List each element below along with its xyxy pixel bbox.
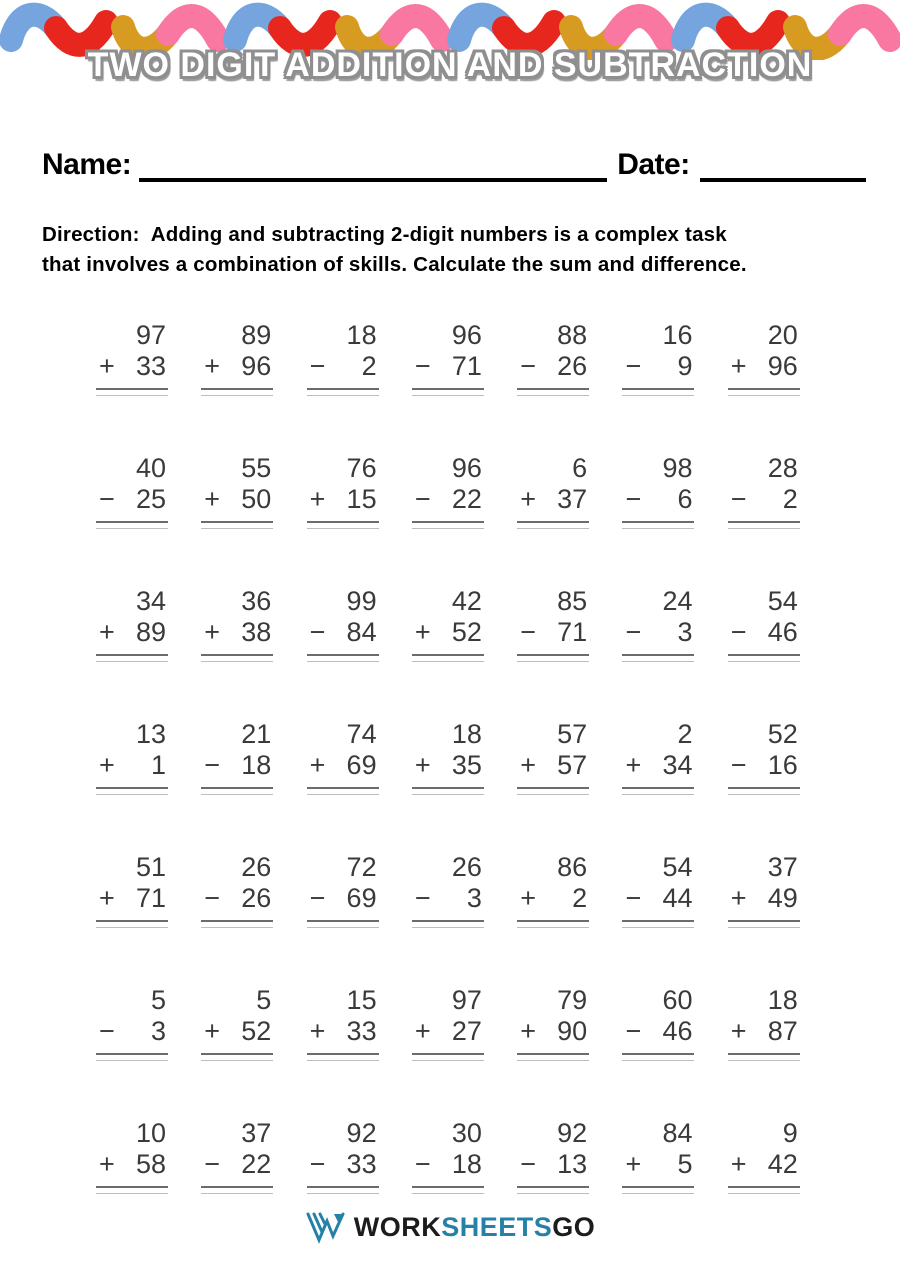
answer-line (201, 654, 273, 662)
problem-bottom-operand: 87 (767, 1016, 798, 1046)
problem-operator: + (99, 617, 115, 647)
problem-top-operand: 57 (557, 719, 588, 749)
wave-segment (728, 22, 778, 45)
problem-cell (307, 453, 379, 529)
problem-operator: − (309, 617, 326, 647)
answer-line (517, 920, 589, 928)
answer-line (412, 388, 484, 396)
problem-bottom-operand: 9 (677, 351, 693, 381)
answer-line (307, 1053, 379, 1061)
answer-line (622, 521, 694, 529)
problem-top-operand: 20 (767, 320, 798, 350)
problem-cell (307, 1118, 379, 1194)
problem-cell (622, 453, 694, 529)
problem-cell (412, 852, 484, 928)
problem-operator: + (204, 351, 221, 381)
answer-line (201, 920, 273, 928)
problem-bottom-operand: 3 (677, 617, 693, 647)
problem-operator: + (520, 883, 536, 913)
answer-line (307, 787, 379, 795)
problem-operator: + (414, 1016, 431, 1046)
answer-line (96, 654, 168, 662)
problem-top-operand: 36 (241, 586, 272, 616)
date-label: Date: (617, 148, 690, 181)
problem-top-operand: 2 (677, 719, 693, 749)
problem-cell (201, 453, 273, 529)
problem-operator: + (625, 750, 642, 780)
answer-line (517, 654, 589, 662)
problem-top-operand: 97 (135, 320, 166, 350)
footer-logo (0, 1210, 900, 1244)
problem-operator: + (204, 617, 221, 647)
problem-cell (622, 1118, 694, 1194)
problem-cell (307, 852, 379, 928)
logo-work: WORK (353, 1211, 442, 1242)
problem-cell (96, 852, 168, 928)
answer-line (517, 388, 589, 396)
problem-top-operand: 98 (662, 453, 693, 483)
problem-cell (201, 320, 273, 396)
problem-cell (412, 453, 484, 529)
problem-top-operand: 72 (346, 852, 377, 882)
problem-operator: + (730, 351, 747, 381)
problem-operator: + (204, 1016, 221, 1046)
problem-operator: + (204, 484, 221, 514)
answer-line (201, 521, 273, 529)
problem-operator: + (520, 1016, 536, 1046)
answer-line (307, 388, 379, 396)
problem-bottom-operand: 33 (346, 1016, 377, 1046)
problem-operator: − (414, 484, 431, 514)
problem-bottom-operand: 96 (767, 351, 798, 381)
answer-line (622, 1186, 694, 1194)
problem-top-operand: 84 (662, 1118, 693, 1148)
problem-cell (307, 586, 379, 662)
problem-cell (517, 320, 589, 396)
problem-top-operand: 55 (241, 453, 272, 483)
problem-bottom-operand: 16 (767, 750, 798, 780)
problem-top-operand: 51 (135, 852, 166, 882)
problem-cell (201, 1118, 273, 1194)
problem-bottom-operand: 42 (767, 1149, 798, 1179)
problem-top-operand: 88 (557, 320, 588, 350)
problem-bottom-operand: 34 (662, 750, 693, 780)
name-blank-line (139, 148, 607, 182)
answer-line (96, 1186, 168, 1194)
problem-operator: − (414, 1149, 431, 1179)
problem-operator: + (309, 484, 326, 514)
problem-operator: + (730, 1149, 747, 1179)
problem-top-operand: 9 (782, 1118, 798, 1148)
problem-bottom-operand: 1 (150, 750, 166, 780)
problem-top-operand: 37 (241, 1118, 272, 1148)
problem-operator: − (625, 1016, 642, 1046)
problem-top-operand: 37 (767, 852, 798, 882)
problem-cell (96, 1118, 168, 1194)
answer-line (96, 787, 168, 795)
problem-top-operand: 26 (241, 852, 272, 882)
problem-bottom-operand: 57 (557, 750, 588, 780)
problem-bottom-operand: 96 (241, 351, 272, 381)
problem-top-operand: 76 (346, 453, 377, 483)
problem-bottom-operand: 2 (361, 351, 377, 381)
problem-cell (412, 320, 484, 396)
problem-top-operand: 85 (557, 586, 588, 616)
problem-cell (728, 1118, 800, 1194)
problem-bottom-operand: 2 (572, 883, 588, 913)
problem-top-operand: 5 (150, 985, 166, 1015)
answer-line (96, 1053, 168, 1061)
problem-cell (622, 586, 694, 662)
problem-cell (728, 320, 800, 396)
name-date-row (42, 148, 876, 182)
problem-bottom-operand: 52 (451, 617, 482, 647)
answer-line (201, 388, 273, 396)
answer-line (728, 521, 800, 529)
problem-bottom-operand: 46 (662, 1016, 693, 1046)
problem-bottom-operand: 37 (557, 484, 588, 514)
problem-bottom-operand: 71 (451, 351, 482, 381)
problem-cell (517, 586, 589, 662)
answer-line (201, 1186, 273, 1194)
problem-top-operand: 52 (767, 719, 798, 749)
problem-operator: + (99, 750, 115, 780)
answer-line (517, 1053, 589, 1061)
answer-line (728, 787, 800, 795)
problem-cell (96, 320, 168, 396)
problem-cell (96, 985, 168, 1061)
problem-operator: + (520, 750, 536, 780)
problem-top-operand: 96 (451, 453, 482, 483)
problem-top-operand: 28 (767, 453, 798, 483)
problem-cell (728, 453, 800, 529)
problem-cell (622, 320, 694, 396)
answer-line (412, 521, 484, 529)
problem-cell (201, 985, 273, 1061)
problem-cell (307, 985, 379, 1061)
problem-operator: − (625, 484, 642, 514)
problem-operator: − (309, 1149, 326, 1179)
problem-operator: − (414, 883, 431, 913)
problem-operator: − (414, 351, 431, 381)
problem-bottom-operand: 22 (241, 1149, 272, 1179)
problem-cell (728, 719, 800, 795)
date-blank-line (700, 148, 866, 182)
problem-cell (201, 852, 273, 928)
problem-bottom-operand: 52 (241, 1016, 272, 1046)
answer-line (201, 787, 273, 795)
problem-operator: − (730, 484, 747, 514)
answer-line (307, 920, 379, 928)
problem-operator: − (625, 351, 642, 381)
problem-bottom-operand: 35 (451, 750, 482, 780)
problem-bottom-operand: 3 (150, 1016, 166, 1046)
problem-bottom-operand: 33 (346, 1149, 377, 1179)
problem-bottom-operand: 33 (135, 351, 166, 381)
problem-operator: + (730, 1016, 747, 1046)
problem-bottom-operand: 27 (451, 1016, 482, 1046)
problem-bottom-operand: 26 (557, 351, 588, 381)
problems-grid (96, 320, 833, 1194)
problem-cell (517, 453, 589, 529)
problem-operator: − (520, 1149, 536, 1179)
problem-operator: − (99, 1016, 115, 1046)
problem-operator: − (625, 883, 642, 913)
logo-go: GO (552, 1211, 596, 1242)
problem-top-operand: 99 (346, 586, 377, 616)
problem-cell (728, 985, 800, 1061)
problem-cell (96, 453, 168, 529)
problem-cell (412, 586, 484, 662)
wave-segment (616, 16, 666, 40)
problem-top-operand: 26 (451, 852, 482, 882)
wave-segment (392, 16, 442, 40)
problem-bottom-operand: 6 (677, 484, 693, 514)
wave-segment (504, 22, 554, 45)
problem-bottom-operand: 71 (557, 617, 588, 647)
direction-line-1: Direction: Adding and subtracting 2-digit numbers is a complex task (42, 223, 727, 246)
problem-bottom-operand: 18 (241, 750, 272, 780)
problem-top-operand: 5 (256, 985, 272, 1015)
problem-operator: − (730, 617, 747, 647)
problem-cell (412, 719, 484, 795)
problem-operator: + (99, 1149, 115, 1179)
problem-bottom-operand: 71 (135, 883, 166, 913)
problem-cell (517, 719, 589, 795)
problem-bottom-operand: 22 (451, 484, 482, 514)
problem-operator: − (520, 617, 536, 647)
problem-top-operand: 79 (557, 985, 588, 1015)
problem-cell (517, 985, 589, 1061)
problem-cell (517, 852, 589, 928)
problem-cell (201, 719, 273, 795)
problem-bottom-operand: 69 (346, 883, 377, 913)
problem-cell (728, 586, 800, 662)
answer-line (96, 388, 168, 396)
answer-line (622, 654, 694, 662)
answer-line (622, 787, 694, 795)
answer-line (201, 1053, 273, 1061)
problem-operator: + (414, 750, 431, 780)
direction-text (42, 220, 747, 280)
problem-bottom-operand: 49 (767, 883, 798, 913)
problem-operator: + (99, 351, 115, 381)
problem-top-operand: 92 (557, 1118, 588, 1148)
problem-cell (517, 1118, 589, 1194)
problem-top-operand: 16 (662, 320, 693, 350)
problem-bottom-operand: 3 (466, 883, 482, 913)
answer-line (622, 920, 694, 928)
name-label: Name: (42, 148, 132, 181)
problem-top-operand: 18 (346, 320, 377, 350)
problem-bottom-operand: 13 (557, 1149, 588, 1179)
problem-bottom-operand: 5 (677, 1149, 693, 1179)
problem-bottom-operand: 50 (241, 484, 272, 514)
problem-cell (728, 852, 800, 928)
problem-top-operand: 92 (346, 1118, 377, 1148)
problem-cell (622, 719, 694, 795)
answer-line (96, 920, 168, 928)
wave-segment (280, 22, 330, 45)
answer-line (412, 920, 484, 928)
problem-bottom-operand: 15 (346, 484, 377, 514)
wave-segment (840, 16, 890, 40)
worksheet-title: TWO DIGIT ADDITION AND SUBTRACTION (87, 46, 813, 84)
problem-cell (96, 719, 168, 795)
problem-cell (412, 1118, 484, 1194)
problem-bottom-operand: 69 (346, 750, 377, 780)
problem-bottom-operand: 18 (451, 1149, 482, 1179)
answer-line (622, 388, 694, 396)
problem-bottom-operand: 46 (767, 617, 798, 647)
problem-top-operand: 15 (346, 985, 377, 1015)
worksheetsgo-wordmark (354, 1212, 596, 1243)
problem-top-operand: 97 (451, 985, 482, 1015)
problem-top-operand: 24 (662, 586, 693, 616)
answer-line (307, 1186, 379, 1194)
problem-top-operand: 86 (557, 852, 588, 882)
problem-operator: + (309, 750, 326, 780)
problem-top-operand: 40 (135, 453, 166, 483)
problem-top-operand: 6 (572, 453, 588, 483)
logo-sheets: SHEETS (441, 1211, 553, 1242)
problem-operator: − (309, 351, 326, 381)
problem-operator: − (204, 750, 221, 780)
answer-line (728, 1186, 800, 1194)
answer-line (412, 654, 484, 662)
problem-top-operand: 54 (662, 852, 693, 882)
problem-bottom-operand: 90 (557, 1016, 588, 1046)
problem-top-operand: 13 (135, 719, 166, 749)
problem-bottom-operand: 26 (241, 883, 272, 913)
problem-bottom-operand: 44 (662, 883, 693, 913)
answer-line (728, 1053, 800, 1061)
answer-line (728, 920, 800, 928)
problem-cell (307, 320, 379, 396)
problem-operator: + (625, 1149, 642, 1179)
problem-bottom-operand: 25 (135, 484, 166, 514)
problem-operator: + (309, 1016, 326, 1046)
problem-cell (96, 586, 168, 662)
problem-cell (201, 586, 273, 662)
problem-cell (412, 985, 484, 1061)
answer-line (517, 521, 589, 529)
direction-line-2: that involves a combination of skills. Calculate the sum and difference. (42, 253, 747, 276)
problem-top-operand: 42 (451, 586, 482, 616)
answer-line (412, 787, 484, 795)
problem-bottom-operand: 38 (241, 617, 272, 647)
problem-operator: − (99, 484, 115, 514)
problem-operator: − (309, 883, 326, 913)
problem-bottom-operand: 84 (346, 617, 377, 647)
problem-operator: + (99, 883, 115, 913)
problem-operator: + (730, 883, 747, 913)
problem-operator: − (520, 351, 536, 381)
problem-top-operand: 34 (135, 586, 166, 616)
answer-line (307, 521, 379, 529)
worksheetsgo-w-icon (305, 1210, 345, 1244)
problem-bottom-operand: 2 (782, 484, 798, 514)
problem-top-operand: 54 (767, 586, 798, 616)
problem-operator: − (204, 1149, 221, 1179)
answer-line (517, 1186, 589, 1194)
problem-operator: − (730, 750, 747, 780)
problem-operator: + (414, 617, 431, 647)
wave-segment (56, 22, 106, 45)
answer-line (412, 1053, 484, 1061)
problem-operator: + (520, 484, 536, 514)
answer-line (728, 654, 800, 662)
problem-cell (307, 719, 379, 795)
problem-top-operand: 60 (662, 985, 693, 1015)
problem-top-operand: 18 (451, 719, 482, 749)
answer-line (96, 521, 168, 529)
answer-line (412, 1186, 484, 1194)
problem-top-operand: 10 (135, 1118, 166, 1148)
answer-line (622, 1053, 694, 1061)
problem-top-operand: 89 (241, 320, 272, 350)
answer-line (517, 787, 589, 795)
problem-operator: − (625, 617, 642, 647)
problem-top-operand: 30 (451, 1118, 482, 1148)
problem-top-operand: 21 (241, 719, 272, 749)
problem-bottom-operand: 89 (135, 617, 166, 647)
problem-top-operand: 18 (767, 985, 798, 1015)
problem-cell (622, 985, 694, 1061)
problem-top-operand: 74 (346, 719, 377, 749)
wave-segment (168, 16, 218, 40)
answer-line (307, 654, 379, 662)
problem-top-operand: 96 (451, 320, 482, 350)
answer-line (728, 388, 800, 396)
problem-cell (622, 852, 694, 928)
problem-bottom-operand: 58 (135, 1149, 166, 1179)
problem-operator: − (204, 883, 221, 913)
